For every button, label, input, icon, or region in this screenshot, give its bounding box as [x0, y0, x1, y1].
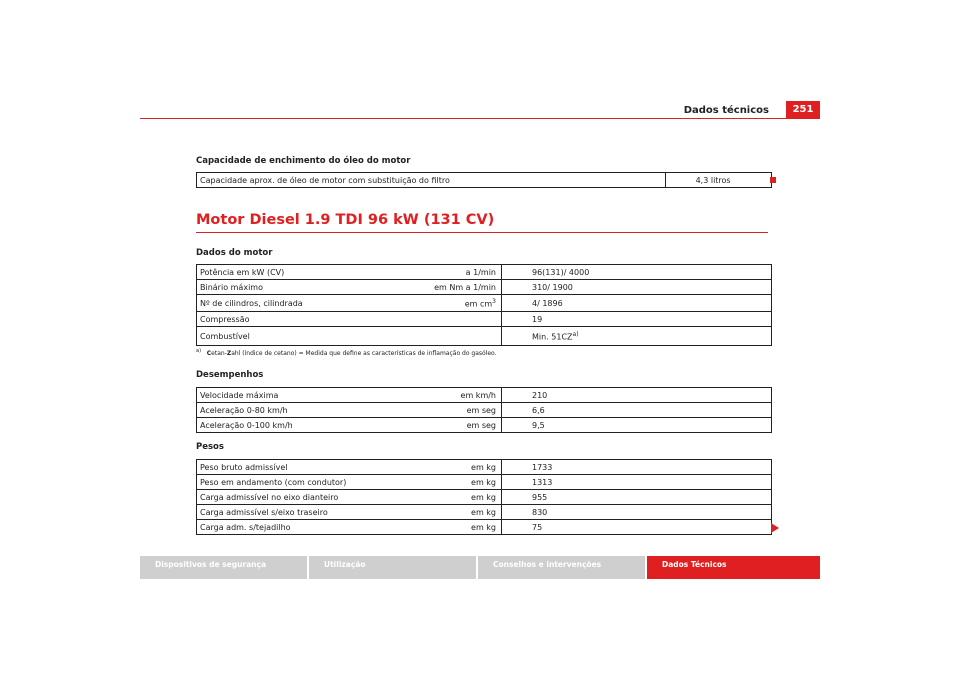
row-label: Compressão: [197, 312, 404, 327]
page-number: 251: [786, 101, 820, 118]
section-title-underline: [196, 232, 768, 233]
row-label: Carga adm. s/tejadilho: [200, 522, 291, 532]
footer-tab-utilizacao[interactable]: Utilização: [309, 556, 476, 579]
row-value: 210: [502, 388, 772, 403]
row-value: 6,6: [502, 403, 772, 418]
oil-capacity-value: 4,3 litros: [665, 173, 771, 188]
performance-table: [196, 387, 772, 433]
row-label: Aceleração 0-80 km/h: [197, 403, 404, 418]
page-header-title: Dados técnicos: [683, 105, 769, 116]
table-row: [197, 475, 772, 490]
row-unit: em kg: [403, 475, 502, 490]
footnote-text: ahl (índice de cetano) = Medida que define as características de inflamação do gasóleo.: [231, 350, 497, 357]
row-unit: em km/h: [403, 388, 502, 403]
row-unit: em seg: [403, 403, 502, 418]
footnote-reference: a): [572, 330, 579, 338]
row-value: 1313: [502, 475, 772, 490]
table-row: [197, 490, 772, 505]
oil-capacity-table: [196, 172, 772, 188]
table-row: [197, 520, 772, 535]
table-row: [197, 505, 772, 520]
continue-arrow-icon: [771, 523, 779, 533]
table-row: [197, 295, 772, 312]
row-unit: em kg: [471, 522, 496, 532]
row-label: Peso bruto admissível: [197, 460, 404, 475]
row-label: Binário máximo: [197, 280, 404, 295]
row-value: 9,5: [502, 418, 772, 433]
row-label: Peso em andamento (com condutor): [197, 475, 404, 490]
footer-tab-dispositivos-de-seguranca[interactable]: Dispositivos de segurança: [140, 556, 307, 579]
oil-capacity-label: Capacidade aprox. de óleo de motor com substituição do filtro: [200, 175, 450, 185]
table-row: [197, 280, 772, 295]
row-value: 955: [502, 490, 772, 505]
row-value-cell: [502, 327, 772, 346]
row-value: 96(131)/ 4000: [502, 265, 772, 280]
row-unit-superscript: 3: [492, 297, 496, 305]
row-label: Velocidade máxima: [197, 388, 404, 403]
engine-data-table: [196, 264, 772, 346]
row-label: Potência em kW (CV): [197, 265, 404, 280]
footnote-marker: a): [196, 348, 202, 354]
row-unit: em cm: [464, 299, 493, 309]
table-row: [197, 403, 772, 418]
row-unit: em kg: [403, 460, 502, 475]
row-unit: em Nm a 1/min: [403, 280, 502, 295]
weights-table: [196, 459, 772, 535]
header-divider: [140, 118, 820, 119]
row-unit: em kg: [403, 505, 502, 520]
footnote-c-letter: C: [206, 350, 212, 357]
oil-capacity-heading: Capacidade de enchimento do óleo do motor: [196, 156, 411, 166]
table-row: [197, 460, 772, 475]
section-title: Motor Diesel 1.9 TDI 96 kW (131 CV): [196, 212, 495, 228]
section-end-marker: [770, 177, 776, 183]
row-label: Combustível: [200, 331, 250, 341]
row-value: 1733: [502, 460, 772, 475]
row-label: Aceleração 0-100 km/h: [200, 420, 293, 430]
row-label: Carga admissível no eixo dianteiro: [197, 490, 404, 505]
row-label: Carga admissível s/eixo traseiro: [197, 505, 404, 520]
row-unit: em kg: [403, 490, 502, 505]
row-value: 830: [502, 505, 772, 520]
table-row: [197, 388, 772, 403]
row-unit: [403, 312, 502, 327]
table-row: [197, 173, 772, 188]
row-unit-cell: [403, 295, 502, 312]
row-value: 75: [502, 520, 772, 535]
row-value: 310/ 1900: [502, 280, 772, 295]
table-row: [197, 327, 772, 346]
row-value: 19: [502, 312, 772, 327]
weights-heading: Pesos: [196, 442, 224, 452]
footnote-z-letter: Z: [226, 350, 232, 357]
table-row: [197, 312, 772, 327]
row-value: Min. 51CZ: [532, 332, 573, 342]
engine-data-heading: Dados do motor: [196, 248, 273, 258]
row-unit: a 1/min: [403, 265, 502, 280]
footnote: [196, 348, 497, 357]
row-value: 4/ 1896: [502, 295, 772, 312]
row-label: Nº de cilindros, cilindrada: [197, 295, 404, 312]
table-row: [197, 265, 772, 280]
table-row: [197, 418, 772, 433]
footer-tab-conselhos-e-intervencoes[interactable]: Conselhos e intervenções: [478, 556, 645, 579]
row-unit: em seg: [466, 420, 496, 430]
footnote-c-rest: etan-: [211, 350, 227, 357]
footer-tab-dados-tecnicos[interactable]: Dados Técnicos: [647, 556, 820, 579]
performance-heading: Desempenhos: [196, 370, 264, 380]
row-unit: [403, 327, 502, 346]
